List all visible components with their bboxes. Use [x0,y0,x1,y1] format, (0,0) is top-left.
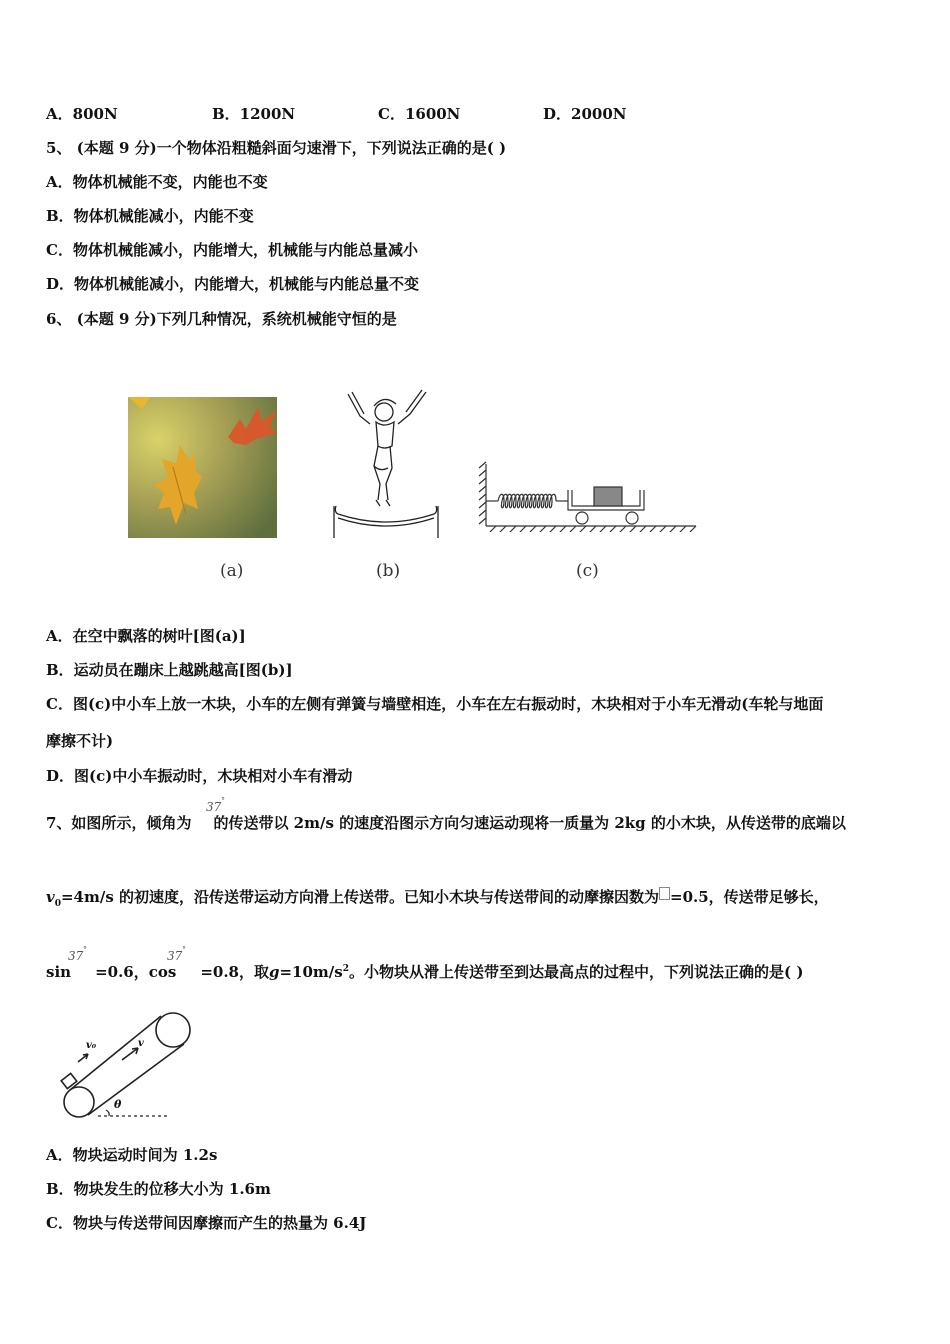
caption-a: (a) [220,561,244,581]
figure-a-leaves [128,397,277,538]
q4-option-c: C．1600N [378,105,461,123]
q4-option-d: D．2000N [543,105,627,123]
label-theta: θ [114,1098,122,1111]
q6-option-a: A．在空中飘落的树叶[图(a)] [46,627,246,645]
q6-option-d: D．图(c)中小车振动时，木块相对小车有滑动 [46,767,353,785]
q7-g-sup: 2 [342,964,349,974]
q5-option-d: D．物体机械能减小，内能增大，机械能与内能总量不变 [46,275,420,293]
figure-c-cart-spring [476,460,698,532]
q7-angle-1: 37 [206,800,222,814]
q6-option-b: B．运动员在蹦床上越跳越高[图(b)] [46,661,293,679]
label-v: v [138,1038,144,1049]
q5-option-a: A．物体机械能不变，内能也不变 [46,173,268,191]
q7-g-val: =10m/s [279,963,343,981]
q7-line3-post: 。小物块从滑上传送带至到达最高点的过程中，下列说法正确的是( ) [349,963,804,981]
q7-line2-a: =4m/s 的初速度，沿传送带运动方向滑上传送带。已知小木块与传送带间的动摩擦因数为 [60,888,660,906]
q7-line1-post: 的传送带以 2m/s 的速度沿图示方向匀速运动现将一质量为 2kg 的小木块，从传送带的底端以 [213,814,846,832]
q7-option-a: A．物块运动时间为 1.2s [46,1146,218,1164]
q7-angle-sin: 37 [68,949,84,963]
caption-c: (c) [576,561,599,581]
q6-stem: 6、 (本题 9 分)下列几种情况，系统机械能守恒的是 [46,310,397,328]
q7-cos-val: =0.8，取 [200,963,269,981]
q7-degree-1: ° [221,796,225,805]
q5-stem: 5、 (本题 9 分)一个物体沿粗糙斜面匀速滑下，下列说法正确的是( ) [46,139,507,157]
q7-line-2 [46,886,829,909]
q7-v0-sub: 0 [54,899,61,909]
figure-conveyor-belt [58,1010,198,1122]
q5-option-c: C．物体机械能减小，内能增大，机械能与内能总量减小 [46,241,418,259]
q4-option-a: A．800N [46,105,118,123]
q5-option-b: B．物体机械能减小，内能不变 [46,207,254,225]
figure-b-trampoline [330,388,445,543]
q7-degree-cos: ° [182,945,186,954]
q4-option-b: B．1200N [212,105,296,123]
q6-option-c-cont: 摩擦不计) [46,732,114,750]
q7-line-1 [46,812,846,833]
q7-option-b: B．物块发生的位移大小为 1.6m [46,1180,271,1198]
q7-sin-val: =0.6，cos [95,963,177,981]
q7-angle-cos: 37 [167,949,183,963]
q7-v0-symbol: v [46,888,55,906]
q7-line1-pre: 7、如图所示，倾角为 [46,814,192,832]
caption-b: (b) [376,561,401,581]
q7-sin: sin [46,963,72,981]
q7-option-c: C．物块与传送带间因摩擦而产生的热量为 6.4J [46,1214,367,1232]
q7-degree-sin: ° [83,945,87,954]
mu-symbol-placeholder [659,887,670,900]
q6-option-c: C．图(c)中小车上放一木块，小车的左侧有弹簧与墙壁相连，小车在左右振动时，木块相对于小车无滑动(车轮与地面 [46,695,824,713]
label-v0: v₀ [86,1040,97,1051]
q7-line2-b: =0.5，传送带足够长， [670,888,829,906]
q7-g-symbol: g [268,963,280,981]
q7-line-3 [46,961,803,982]
